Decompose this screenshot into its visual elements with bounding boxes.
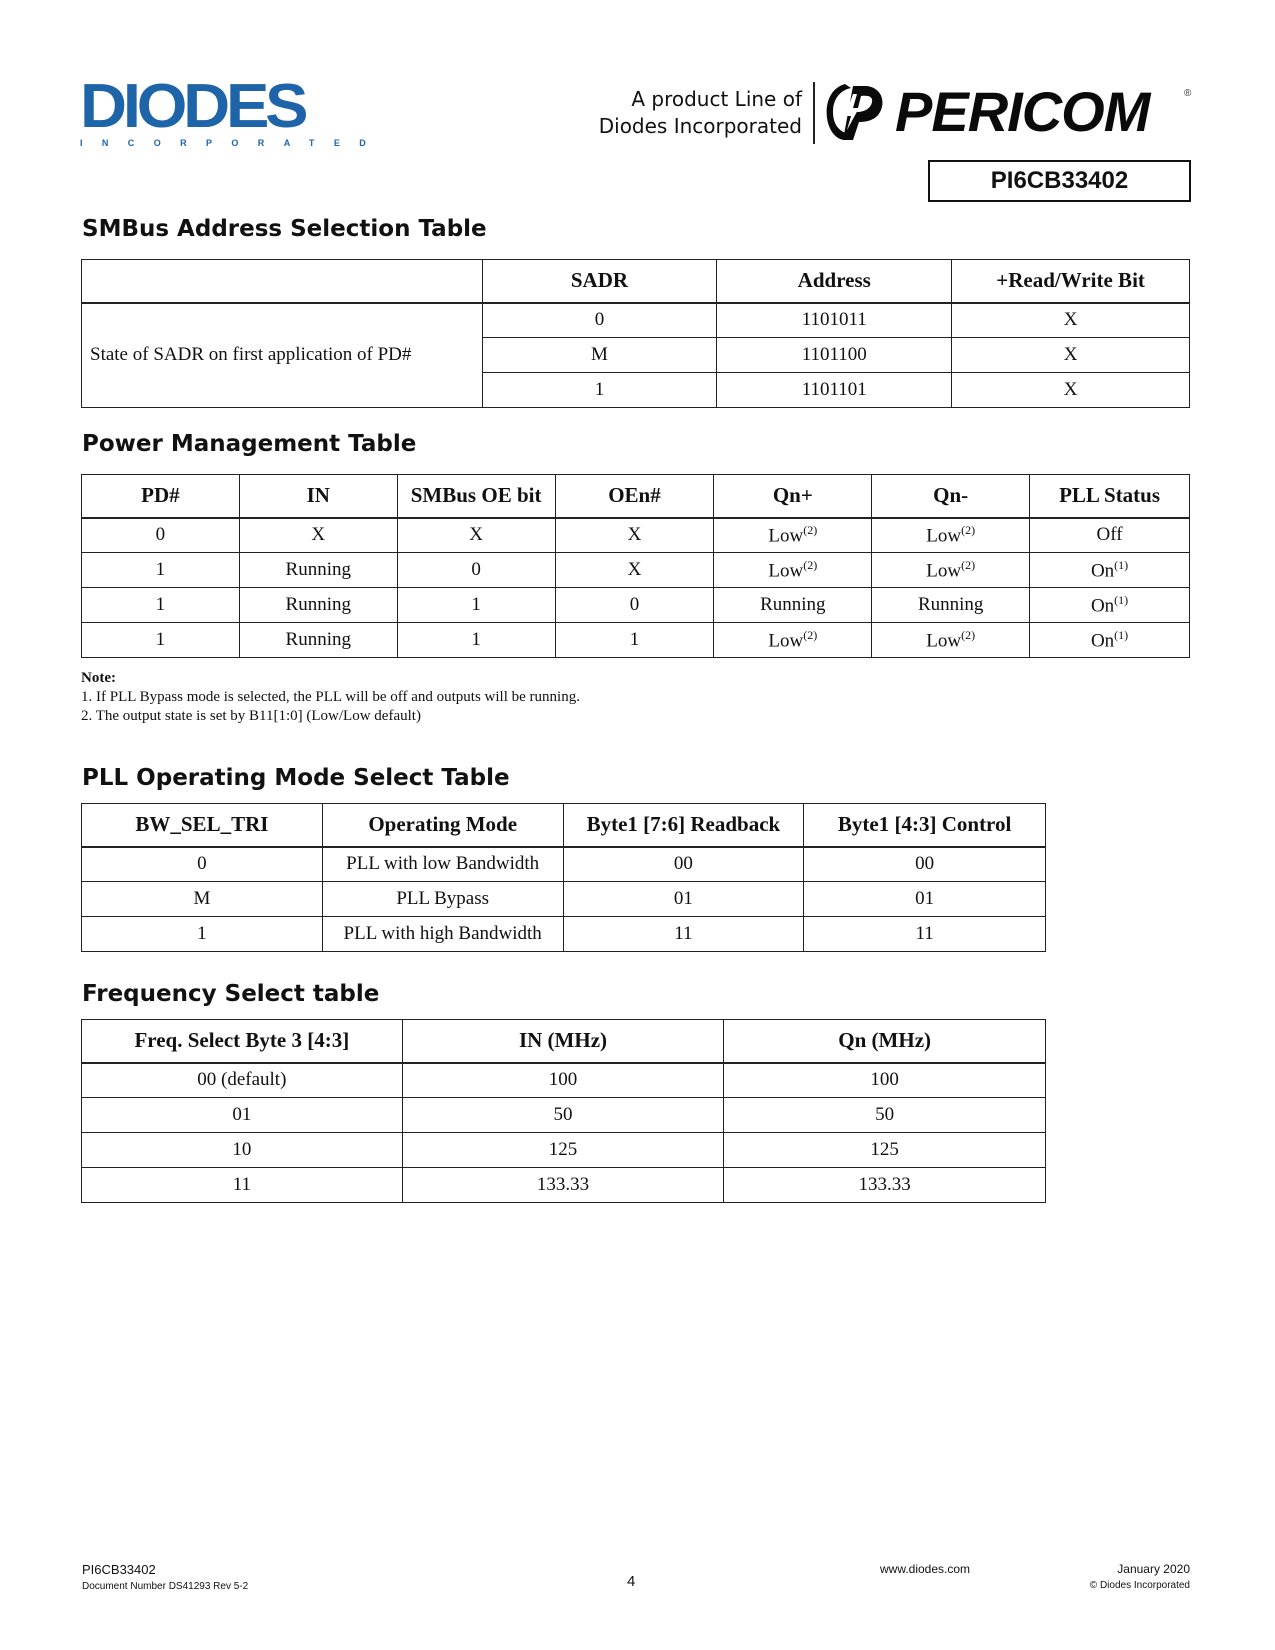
table-cell [1030, 623, 1190, 658]
table-row [82, 303, 1190, 338]
table-cell [1030, 588, 1190, 623]
table-cell: X [555, 553, 714, 588]
table-cell [872, 518, 1030, 553]
table-cell: 100 [724, 1063, 1046, 1098]
table-cell [714, 623, 872, 658]
table-cell: 0 [555, 588, 714, 623]
table-cell: X [952, 373, 1190, 408]
table-cell: 11 [563, 917, 804, 952]
column-header: SMBus OE bit [397, 475, 555, 518]
table-cell: 00 (default) [82, 1063, 403, 1098]
column-header: IN (MHz) [402, 1020, 724, 1063]
table-cell: X [952, 303, 1190, 338]
table-cell: 125 [402, 1133, 724, 1168]
smbus-address-table [81, 259, 1190, 408]
table-row [82, 518, 1190, 553]
table-cell: Running [239, 588, 397, 623]
table-cell: 00 [804, 847, 1046, 882]
column-header: +Read/Write Bit [952, 260, 1190, 303]
table-cell: 133.33 [402, 1168, 724, 1203]
power-table-notes [81, 669, 580, 726]
table-cell [872, 623, 1030, 658]
table-cell: 01 [804, 882, 1046, 917]
table-cell: PLL with low Bandwidth [322, 847, 563, 882]
table-cell: 1 [397, 588, 555, 623]
table-cell: 1 [82, 553, 240, 588]
column-header [82, 260, 483, 303]
table-cell: PLL with high Bandwidth [322, 917, 563, 952]
table-cell: Running [714, 588, 872, 623]
footer-website: www.diodes.com [880, 1562, 971, 1576]
table-cell: 1101101 [717, 373, 952, 408]
column-header: Byte1 [4:3] Control [804, 804, 1046, 847]
part-number-box: PI6CB33402 [928, 160, 1191, 202]
note-1: 1. If PLL Bypass mode is selected, the PLL will be off and outputs will be running. [81, 689, 580, 705]
table-cell [714, 553, 872, 588]
cell-value: On [1090, 630, 1115, 652]
table-cell: 100 [402, 1063, 724, 1098]
table-header-row [82, 804, 1046, 847]
table-row [82, 882, 1046, 917]
column-header: Operating Mode [322, 804, 563, 847]
column-header: Qn- [872, 475, 1030, 518]
table-row [82, 588, 1190, 623]
table-header-row [82, 1020, 1046, 1063]
table-cell: 1 [82, 623, 240, 658]
table-cell: Running [239, 553, 397, 588]
table-cell: X [239, 518, 397, 553]
footnote-ref: (2) [961, 557, 976, 572]
table-row [82, 623, 1190, 658]
table-cell: X [952, 338, 1190, 373]
footnote-ref: (2) [803, 627, 818, 642]
column-header: Qn+ [714, 475, 872, 518]
table-row [82, 1133, 1046, 1168]
table-cell: 50 [402, 1098, 724, 1133]
table-cell: 50 [724, 1098, 1046, 1133]
table-cell [714, 518, 872, 553]
cell-value: Low [926, 525, 962, 547]
table-cell: M [482, 338, 717, 373]
footnote-ref: (1) [1114, 557, 1129, 572]
table-cell: 01 [82, 1098, 403, 1133]
table-cell: X [397, 518, 555, 553]
table-cell: 0 [482, 303, 717, 338]
table-cell: 133.33 [724, 1168, 1046, 1203]
footer-copyright: © Diodes Incorporated [1089, 1580, 1190, 1591]
cell-value: On [1090, 595, 1115, 617]
pericom-logo-text: PERICOM [895, 80, 1150, 143]
table-cell: 1 [482, 373, 717, 408]
table-cell: 1101100 [717, 338, 952, 373]
freq-table-title: Frequency Select table [82, 981, 380, 1007]
diodes-logo [80, 72, 386, 148]
diodes-logo-text: DIODES [80, 72, 305, 141]
column-header: IN [239, 475, 397, 518]
note-label: Note: [81, 670, 116, 686]
table-cell: 0 [82, 518, 240, 553]
table-cell: M [82, 882, 323, 917]
table-row [82, 553, 1190, 588]
diodes-logo-subtext: INCORPORATED [80, 138, 386, 148]
column-header: SADR [482, 260, 717, 303]
smbus-table-title: SMBus Address Selection Table [82, 216, 487, 242]
table-cell: 10 [82, 1133, 403, 1168]
column-header: Address [717, 260, 952, 303]
cell-value: Low [926, 630, 962, 652]
table-cell: 11 [82, 1168, 403, 1203]
cell-value: Low [768, 525, 804, 547]
column-header: Byte1 [7:6] Readback [563, 804, 804, 847]
column-header: PLL Status [1030, 475, 1190, 518]
footnote-ref: (2) [961, 523, 976, 538]
table-cell: Off [1030, 518, 1190, 553]
column-header: BW_SEL_TRI [82, 804, 323, 847]
table-header-row [82, 475, 1190, 518]
pericom-logo-icon [823, 80, 887, 144]
table-cell: Running [872, 588, 1030, 623]
header-divider [813, 82, 815, 144]
column-header: Freq. Select Byte 3 [4:3] [82, 1020, 403, 1063]
table-cell [1030, 553, 1190, 588]
footnote-ref: (2) [803, 557, 818, 572]
table-cell: 1 [82, 917, 323, 952]
table-cell: 0 [82, 847, 323, 882]
cell-value: Low [768, 630, 804, 652]
power-table-title: Power Management Table [82, 431, 417, 457]
table-cell: 125 [724, 1133, 1046, 1168]
sadr-state-label: State of SADR on first application of PD# [82, 303, 483, 408]
table-row [82, 917, 1046, 952]
note-2: 2. The output state is set by B11[1:0] (Low/Low default) [81, 708, 421, 724]
footer-page-number: 4 [627, 1573, 636, 1590]
frequency-select-table [81, 1019, 1046, 1203]
table-cell: PLL Bypass [322, 882, 563, 917]
footnote-ref: (2) [803, 523, 818, 538]
table-cell: 0 [397, 553, 555, 588]
cell-value: On [1090, 560, 1115, 582]
table-cell: 1 [555, 623, 714, 658]
registered-mark: ® [1184, 88, 1192, 99]
footer-part-number: PI6CB33402 [82, 1562, 156, 1577]
footer-doc-number: Document Number DS41293 Rev 5-2 [82, 1581, 249, 1592]
table-cell: 1 [397, 623, 555, 658]
table-header-row [82, 260, 1190, 303]
table-cell: X [555, 518, 714, 553]
tagline-line2: Diodes Incorporated [598, 114, 802, 138]
tagline [599, 86, 802, 140]
footnote-ref: (2) [961, 627, 976, 642]
cell-value: Low [768, 560, 804, 582]
table-cell: 00 [563, 847, 804, 882]
column-header: OEn# [555, 475, 714, 518]
table-row [82, 1098, 1046, 1133]
table-row [82, 1168, 1046, 1203]
table-cell: 11 [804, 917, 1046, 952]
table-cell: Running [239, 623, 397, 658]
pll-mode-table-title: PLL Operating Mode Select Table [82, 765, 510, 791]
column-header: PD# [82, 475, 240, 518]
power-management-table [81, 474, 1190, 658]
table-row [82, 1063, 1046, 1098]
table-cell: 1101011 [717, 303, 952, 338]
cell-value: Low [926, 560, 962, 582]
table-row [82, 847, 1046, 882]
footnote-ref: (1) [1114, 592, 1129, 607]
column-header: Qn (MHz) [724, 1020, 1046, 1063]
tagline-line1: A product Line of [631, 87, 802, 111]
footnote-ref: (1) [1114, 627, 1129, 642]
table-cell [872, 553, 1030, 588]
table-cell: 01 [563, 882, 804, 917]
pll-mode-table [81, 803, 1046, 952]
table-cell: 1 [82, 588, 240, 623]
footer-date: January 2020 [1117, 1562, 1190, 1576]
